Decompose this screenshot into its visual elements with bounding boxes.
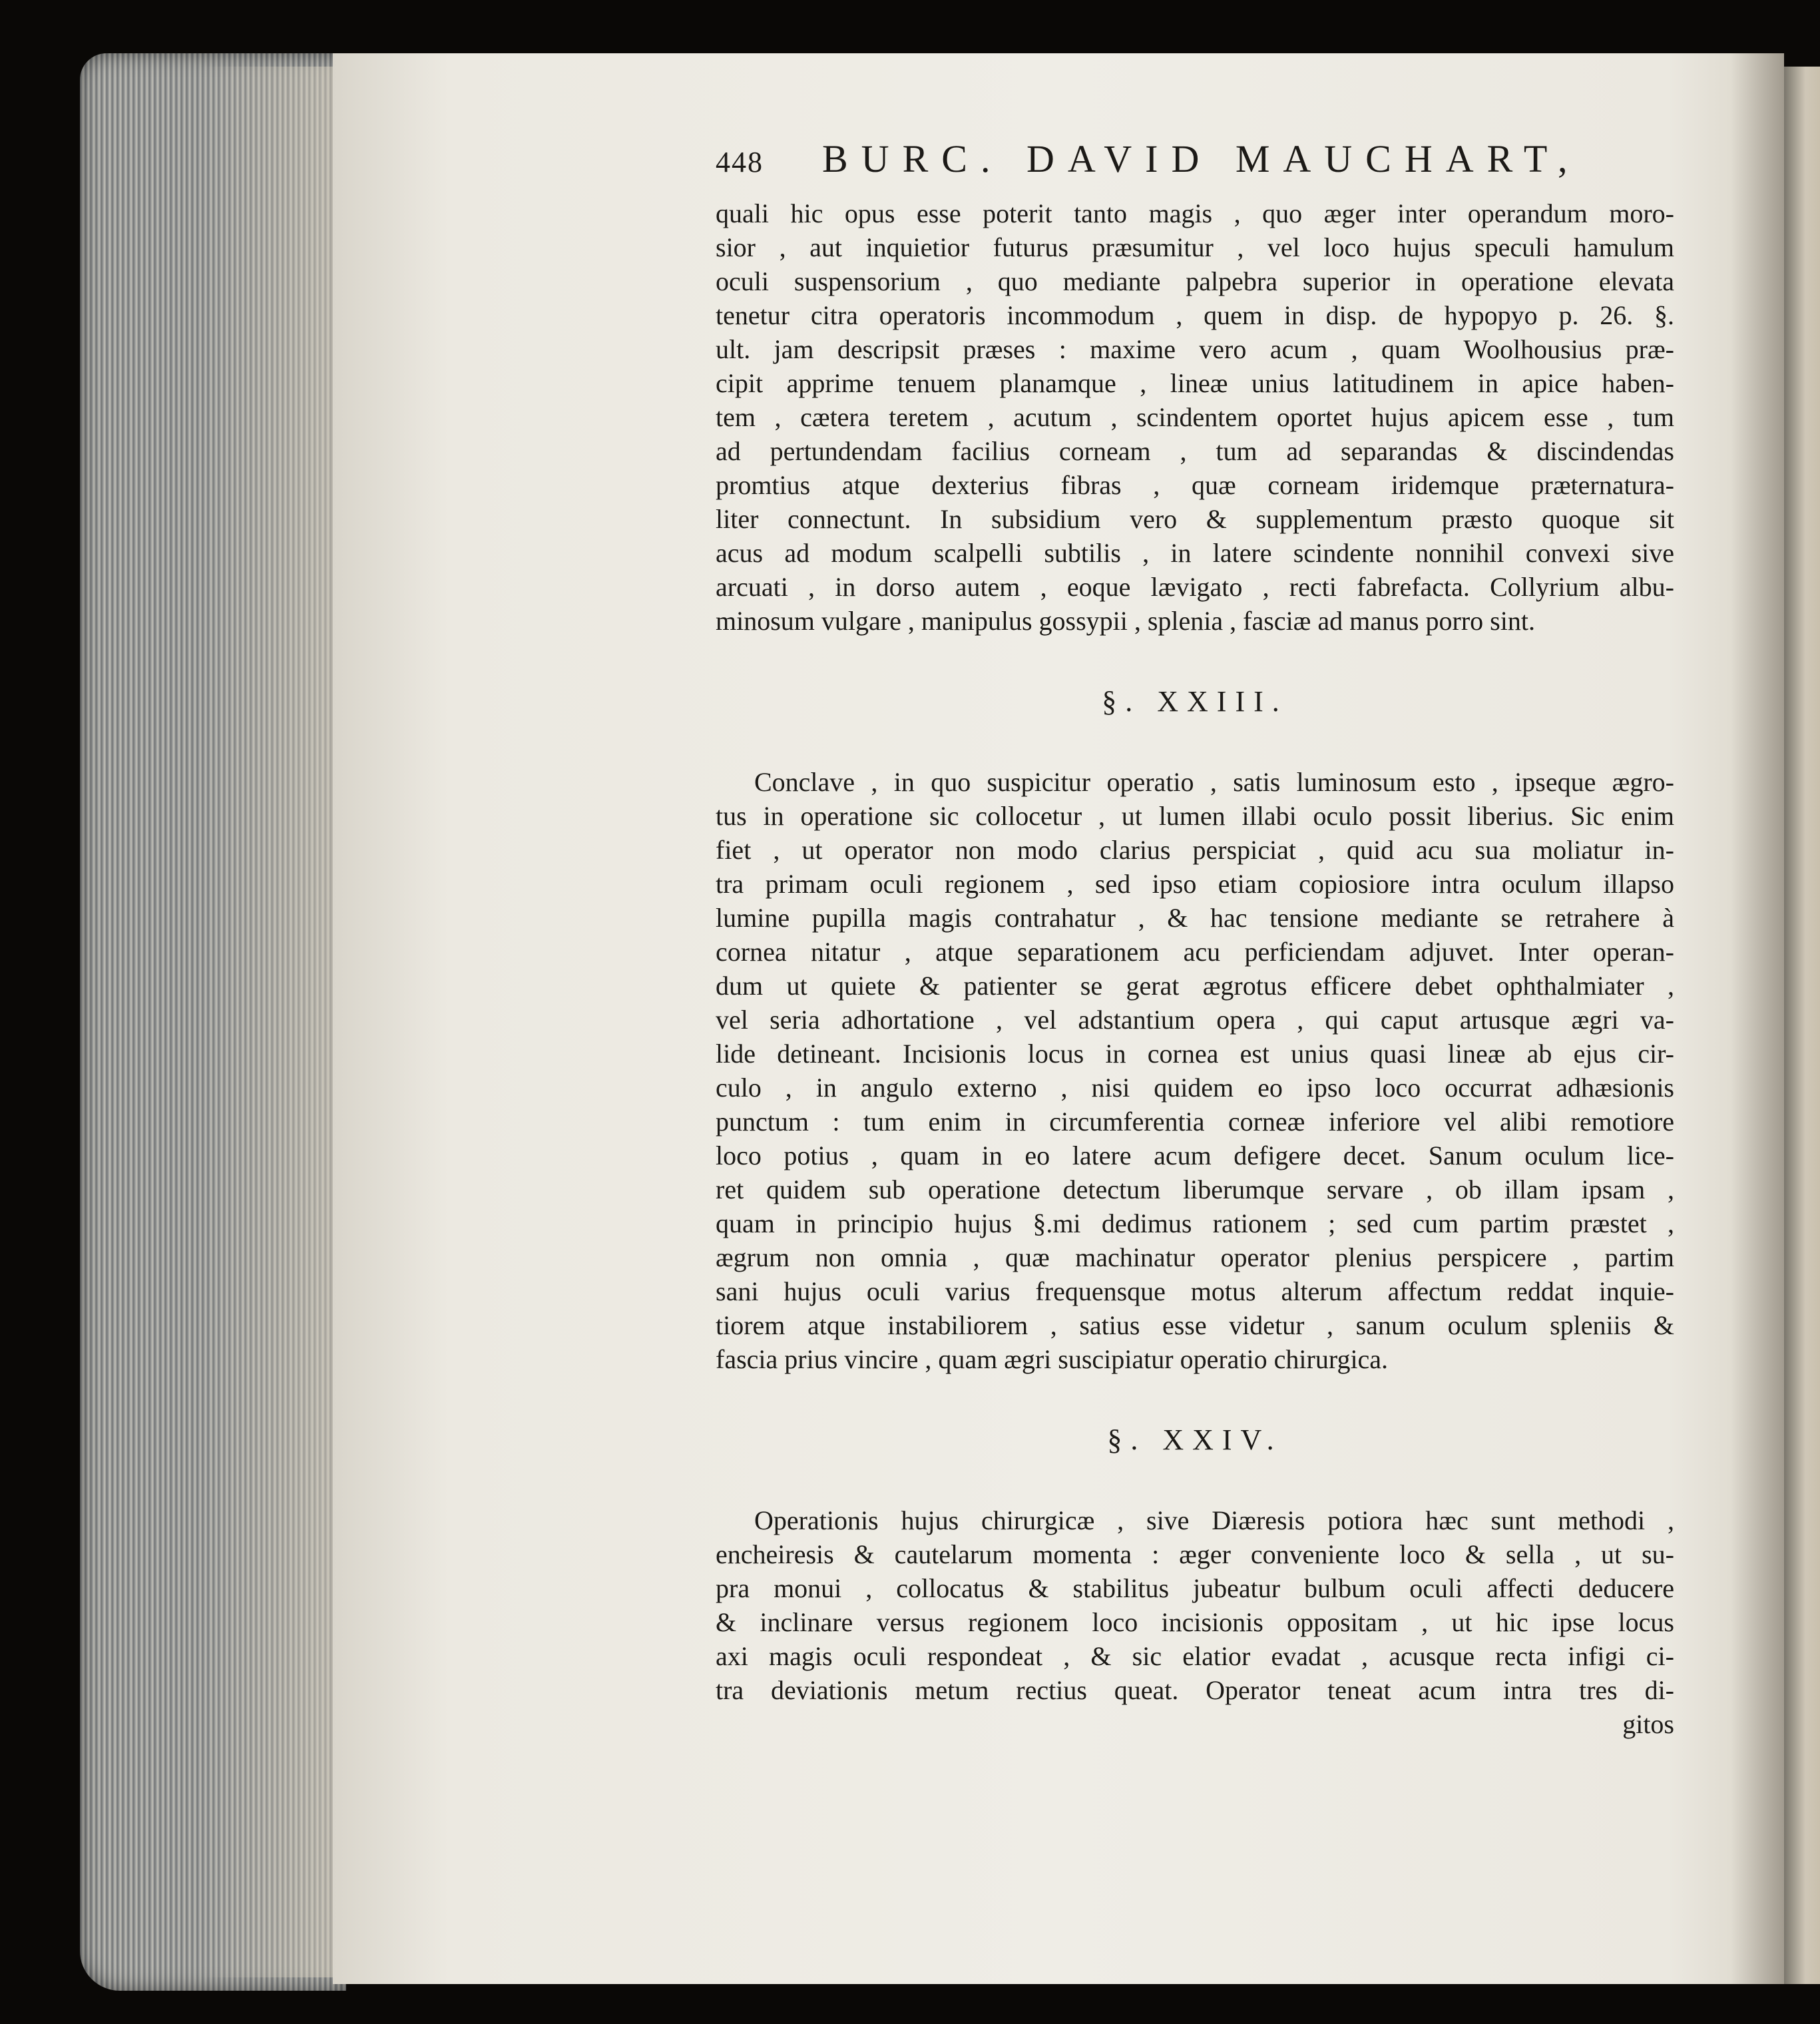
text-line: axi magis oculi respondeat , & sic elatior evadat , acusque recta infigi ci-: [716, 1641, 1674, 1671]
text-line: dum ut quiete & patienter se gerat ægrotus efficere debet ophthalmiater ,: [716, 971, 1674, 1001]
gutter-shadow: [1731, 53, 1784, 1984]
text-line: oculi suspensorium , quo mediante palpebra superior in operatione elevata: [716, 266, 1674, 296]
text-line: lumine pupilla magis contrahatur , & hac tensione mediante se retrahere à: [716, 903, 1674, 933]
fore-edge-highlight: [200, 67, 346, 1977]
text-line: sior , aut inquietior futurus præsumitur , vel loco hujus speculi hamulum: [716, 232, 1674, 262]
text-line: promtius atque dexterius fibras , quæ corneam iridemque præternatura-: [716, 470, 1674, 500]
text-line: & inclinare versus regionem loco incisionis oppositam , ut hic ipse locus: [716, 1607, 1674, 1637]
text-line: culo , in angulo externo , nisi quidem eo ipso loco occurrat adhæsionis: [716, 1073, 1674, 1103]
text-line: tem , cætera teretem , acutum , scindentem oportet hujus apicem esse , tum: [716, 402, 1674, 432]
text-line: fascia prius vincire , quam ægri suscipiatur operatio chirurgica.: [716, 1344, 1389, 1374]
paragraph-continued: [716, 196, 1674, 638]
page-text: [716, 136, 1674, 1741]
text-line: Conclave , in quo suspicitur operatio , satis luminosum esto , ipseque ægro-: [754, 767, 1674, 797]
text-line: ret quidem sub operatione detectum liberumque servare , ob illam ipsam ,: [716, 1174, 1674, 1204]
text-line: fiet , ut operator non modo clarius perspiciat , quid acu sua moliatur in-: [716, 835, 1674, 865]
text-line: vel seria adhortatione , vel adstantium opera , qui caput artusque ægri va-: [716, 1005, 1674, 1035]
text-line: Operationis hujus chirurgicæ , sive Diæresis potiora hæc sunt methodi ,: [754, 1505, 1674, 1535]
text-line: loco potius , quam in eo latere acum defigere decet. Sanum oculum lice-: [716, 1140, 1674, 1170]
catchword: gitos: [1622, 1709, 1674, 1739]
text-line: ægrum non omnia , quæ machinatur operator plenius perspicere , partim: [716, 1242, 1674, 1272]
text-line: lide detineant. Incisionis locus in cornea est unius quasi lineæ ab ejus cir-: [716, 1039, 1674, 1069]
text-line: cornea nitatur , atque separationem acu perficiendam adjuvet. Inter operan-: [716, 937, 1674, 967]
text-line: encheiresis & cautelarum momenta : æger conveniente loco & sella , ut su-: [716, 1539, 1674, 1569]
text-line: quali hic opus esse poterit tanto magis , quo æger inter operandum moro-: [716, 198, 1674, 228]
running-title: BURC. DAVID MAUCHART,: [822, 137, 1581, 180]
running-head: [716, 136, 1674, 196]
text-line: minosum vulgare , manipulus gossypii , splenia , fasciæ ad manus porro sint.: [716, 606, 1535, 636]
paragraph-section-xxiii: [716, 765, 1674, 1376]
text-line: quam in principio hujus §.mi dedimus rationem ; sed cum partim præstet ,: [716, 1208, 1674, 1238]
text-line: liter connectunt. In subsidium vero & supplementum præsto quoque sit: [716, 504, 1674, 534]
text-line: arcuati , in dorso autem , eoque lævigato , recti fabrefacta. Collyrium albu-: [716, 572, 1674, 602]
paragraph-section-xxiv: [716, 1503, 1674, 1741]
section-heading-xxiv: §. XXIV.: [1107, 1423, 1283, 1456]
text-line: acus ad modum scalpelli subtilis , in latere scindente nonnihil convexi sive: [716, 538, 1674, 568]
text-line: pra monui , collocatus & stabilitus jubeatur bulbum oculi affecti deducere: [716, 1573, 1674, 1603]
text-line: sani hujus oculi varius frequensque motus alterum affectum reddat inquie-: [716, 1276, 1674, 1306]
text-line: tus in operatione sic collocetur , ut lumen illabi oculo possit liberius. Sic enim: [716, 801, 1674, 831]
right-page-edge: [1784, 67, 1820, 1984]
text-line: tenetur citra operatoris incommodum , quem in disp. de hypopyo p. 26. §.: [716, 300, 1674, 330]
text-line: tra primam oculi regionem , sed ipso etiam copiosiore intra oculum illapso: [716, 869, 1674, 899]
text-line: ad pertundendam facilius corneam , tum ad separandas & discindendas: [716, 436, 1674, 466]
text-line: tiorem atque instabiliorem , satius esse videtur , sanum oculum spleniis &: [716, 1310, 1674, 1340]
text-line: tra deviationis metum rectius queat. Operator teneat acum intra tres di-: [716, 1675, 1674, 1705]
section-heading-xxiii: §. XXIII.: [1102, 685, 1288, 718]
text-line: ult. jam descripsit præses : maxime vero acum , quam Woolhousius præ-: [716, 334, 1674, 364]
text-line: cipit apprime tenuem planamque , lineæ unius latitudinem in apice haben-: [716, 368, 1674, 398]
page-number: 448: [716, 146, 764, 178]
text-line: punctum : tum enim in circumferentia corneæ inferiore vel alibi remotiore: [716, 1107, 1674, 1137]
